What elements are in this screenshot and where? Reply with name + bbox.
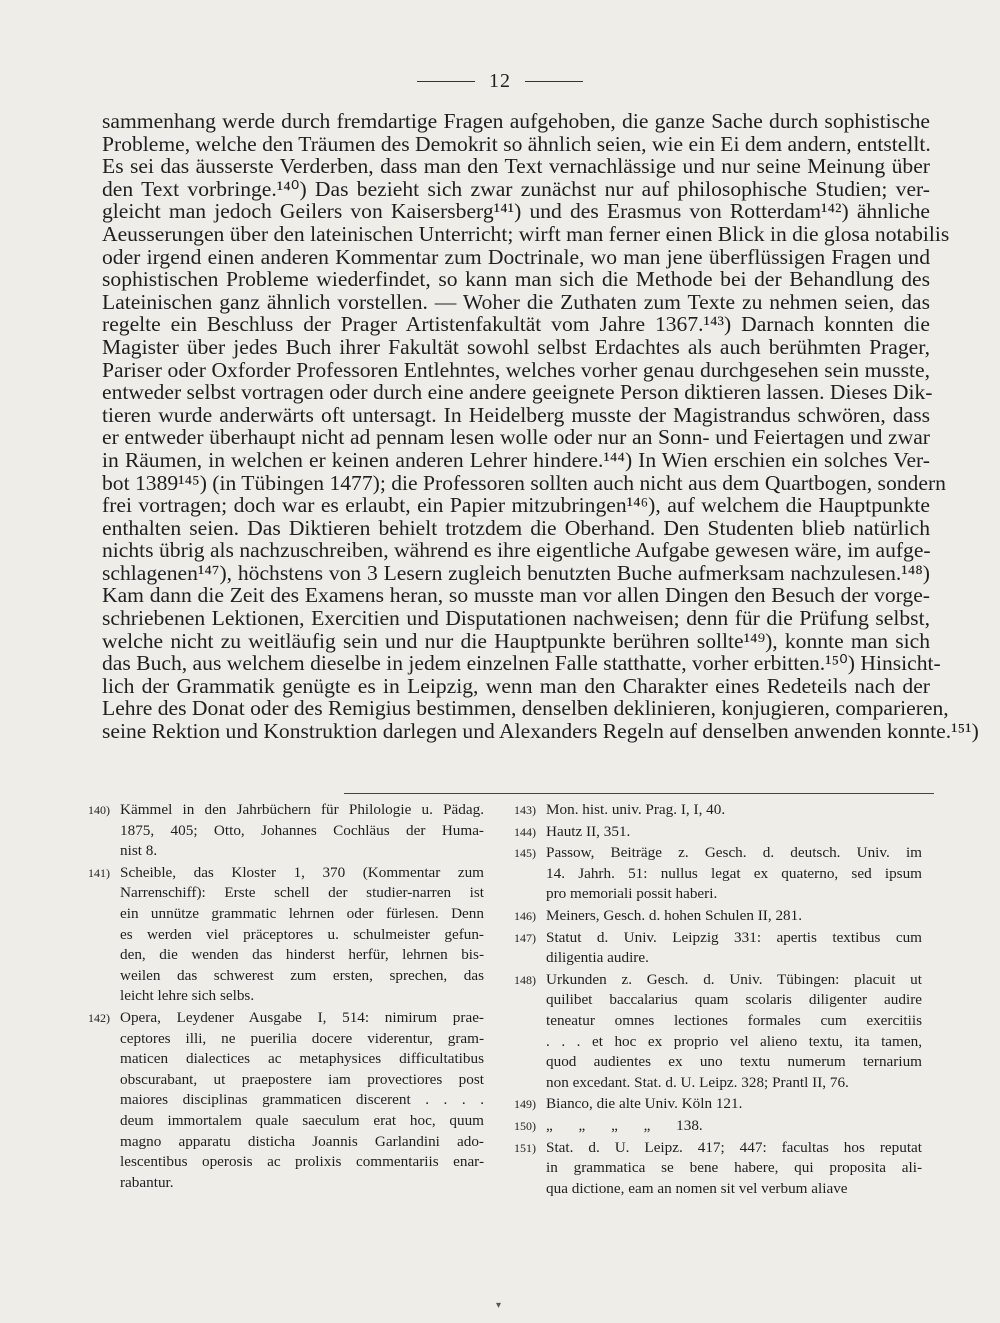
footnote (514, 1094, 922, 1115)
footnote-marker: 148) (514, 972, 536, 987)
footnote (514, 906, 922, 927)
footnote-marker: 150) (514, 1118, 536, 1133)
footnote-line: ein unnütze grammatic lehrnen oder fürlesen. Denn (120, 904, 484, 922)
body-line: Lehre des Donat oder des Remigius bestimmen, denselben deklinieren, konjugieren, comparieren, (102, 696, 949, 721)
footnote (88, 800, 484, 862)
footnote-text (546, 1138, 922, 1200)
footnote-line: Urkunden z. Gesch. d. Univ. Tübingen: placuit ut (546, 970, 922, 988)
body-line: regelte ein Beschluss der Prager Artistenfakultät vom Jahre 1367.¹⁴³) Darnach konnten die (102, 312, 930, 337)
footnote-text (120, 800, 484, 862)
body-line: oder irgend einen anderen Kommentar zum Doctrinale, wo man jene überflüssigen Fragen und (102, 244, 930, 269)
body-line: sophistischen Probleme wiederfindet, so kann man sich die Methode bei der Behandlung des (102, 267, 930, 292)
footnote-line: non excedant. Stat. d. U. Leipz. 328; Prantl II, 76. (546, 1073, 849, 1091)
footnote-line: es werden viel präceptores u. schulmeister gefun- (120, 925, 484, 943)
footnote-line: nist 8. (120, 842, 158, 860)
footnote-marker: 145) (514, 846, 536, 861)
body-line: Kam dann die Zeit des Examens heran, so musste man vor allen Dingen den Besuch der vorge- (102, 583, 930, 608)
footnote-line: Stat. d. U. Leipz. 417; 447: facultas hos reputat (546, 1138, 922, 1156)
footnote (88, 863, 484, 1007)
footnote-marker: 141) (88, 865, 110, 880)
footnote-line: rabantur. (120, 1173, 174, 1191)
footnote-line: weilen das schwerest zum ersten, sprechen, das (120, 966, 484, 984)
footnote-line: teneatur omnes lectiones formales cum exercitiis (546, 1011, 922, 1029)
footnote-line: leicht lehre sich selbs. (120, 987, 255, 1005)
body-line: Aeusserungen über den lateinischen Unterricht; wirft man ferner einen Blick in die glosa notabilis (102, 221, 950, 246)
footnote-line: ceptores illi, ne puerilia docere viderentur, gram- (120, 1029, 484, 1047)
footnote-text (546, 843, 922, 905)
footnote-line: Meiners, Gesch. d. hohen Schulen II, 281. (546, 906, 803, 924)
footnote (514, 928, 922, 969)
footnote-separator (344, 793, 934, 794)
footnote-line: Statut d. Univ. Leipzig 331: apertis textibus cum (546, 928, 922, 946)
body-line: welche nicht zu weitläufig sein und nur die Hauptpunkte berühren sollte¹⁴⁹), konnte man sich (102, 628, 930, 653)
footnote-marker: 143) (514, 803, 536, 817)
footnote-marker: 149) (514, 1097, 536, 1112)
footnote-line: „ „ „ „ 138. (546, 1116, 703, 1134)
footnote-line: Mon. hist. univ. Prag. I, I, 40. (546, 801, 726, 818)
footnote-text (546, 970, 922, 1094)
footnote-line: magno apparatu disticha Joannis Garlandini ado- (120, 1132, 484, 1150)
footnotes-right-column (514, 800, 922, 1200)
header-rule-right (525, 81, 583, 82)
footnote-line: deum immortalem quale saeculum erat hoc, quum (120, 1111, 484, 1129)
body-line: entweder selbst vortragen oder durch eine andere geeignete Person diktieren lassen. Dieses Dik- (102, 380, 933, 405)
body-line: schriebenen Lektionen, Exercitien und Disputationen nachweisen; denn für die Prüfung selbst, (102, 606, 930, 631)
footnote-line: pro memoriali possit haberi. (546, 885, 718, 903)
footnote-marker: 146) (514, 908, 536, 923)
footnote (514, 970, 922, 1094)
footnote (514, 843, 922, 905)
footnote-marker: 140) (88, 803, 110, 817)
body-line: Es sei das äusserste Verderben, dass man den Text vernachlässige und nur seine Meinung über (102, 154, 930, 179)
footnote-line: 1875, 405; Otto, Johannes Cochläus der Huma- (120, 821, 484, 839)
footnote-text (546, 1094, 922, 1115)
body-line: frei vortragen; doch war es erlaubt, ein Papier mitzubringen¹⁴⁶), auf welchem die Hauptpunkte (102, 493, 930, 518)
footnote-line: Kämmel in den Jahrbüchern für Philologie u. Pädag. (120, 801, 484, 818)
body-line: das Buch, aus welchem dieselbe in jedem einzelnen Falle statthatte, vorher erbitten.¹⁵⁰) Hinsicht- (102, 651, 941, 676)
footnote-line: Passow, Beiträge z. Gesch. d. deutsch. Univ. im (546, 844, 922, 862)
footnote-line: obscurabant, ut praepostere iam provectiores post (120, 1070, 484, 1088)
page-number: 12 (489, 70, 511, 92)
body-line: enthalten seien. Das Diktieren behielt trotzdem die Oberhand. Den Studenten blieb natürlich (102, 515, 930, 540)
footnote-text (546, 800, 922, 821)
body-line: Probleme, welche den Träumen des Demokrit so ähnlich seien, wie ein Ei dem andern, entstellt. (102, 131, 931, 156)
header-rule-left (417, 81, 475, 82)
footnote-text (120, 1008, 484, 1193)
footnote-text (546, 822, 922, 843)
footnote-line: . . . et hoc ex proprio vel alieno textu, ita tamen, (546, 1032, 922, 1050)
body-line: Pariser oder Oxforder Professoren Entlehntes, welches vorher genau durchgesehen sein musste, (102, 357, 930, 382)
footnote-line: qua dictione, eam an nomen sit vel verbum aliave (546, 1179, 848, 1197)
body-line: den Text vorbringe.¹⁴⁰) Das bezieht sich zwar zunächst nur auf philosophische Studien; ver- (102, 176, 930, 201)
body-line: nichts übrig als nachzuschreiben, während es ihre eigentliche Aufgabe gewesen wäre, im aufge- (102, 538, 931, 563)
footnote-line: Bianco, die alte Univ. Köln 121. (546, 1095, 743, 1113)
body-line: bot 1389¹⁴⁵) (in Tübingen 1477); die Professoren sollten auch nicht aus dem Quartbogen, sondern (102, 470, 946, 495)
footnote-marker: 151) (514, 1140, 536, 1155)
footnote-line: in grammatica se bene habere, qui proposita ali- (546, 1159, 922, 1177)
footnote-line: diligentia audire. (546, 949, 649, 967)
footnote-marker: 147) (514, 930, 536, 945)
body-line: lich der Grammatik genügte es in Leipzig, wenn man den Charakter eines Redeteils nach der (102, 673, 930, 698)
footnote-line: Hautz II, 351. (546, 822, 631, 840)
footnote-line: maiores disciplinas grammaticen discerent . . . . (120, 1091, 484, 1109)
footnote-text (546, 1116, 922, 1137)
footnote-line: 14. Jahrh. 51: nullus legat ex quaterno, sed ipsum (546, 864, 922, 882)
footnote-text (120, 863, 484, 1007)
footnote-text (546, 928, 922, 969)
footnote (88, 1008, 484, 1193)
footnote-line: maticen dialectices ac metaphysices difficultatibus (120, 1050, 484, 1068)
body-line: er entweder überhaupt nicht ad pennam lesen wolle oder nur an Sonn- und Feiertagen und zwar (102, 425, 930, 450)
body-line: Lateinischen ganz ähnlich vorstellen. — Woher die Zuthaten zum Texte zu nehmen seien, das (102, 289, 930, 314)
footnote-marker: 144) (514, 824, 536, 839)
footnote-line: quod audientes ex uno textu numerum ternarium (546, 1053, 922, 1071)
footnote-marker: 142) (88, 1010, 110, 1025)
body-line: Magister über jedes Buch ihrer Fakultät sowohl selbst Erdachtes als auch berühmten Prager, (102, 334, 930, 359)
body-line: seine Rektion und Konstruktion darlegen und Alexanders Regeln auf denselben anwenden konnte.¹⁵¹) (102, 719, 979, 744)
body-line: tieren wurde anderwärts oft untersagt. In Heidelberg musste der Magistrandus schwören, dass (102, 402, 930, 427)
footnote (514, 1138, 922, 1200)
body-line: schlagenen¹⁴⁷), höchstens von 3 Lesern zugleich benutzten Buche aufmerksam nachzulesen.¹⁴⁸) (102, 560, 930, 585)
footnote-line: quilibet baccalarius quam scolaris diligenter audire (546, 991, 922, 1009)
body-line: sammenhang werde durch fremdartige Fragen aufgehoben, die ganze Sache durch sophistische (102, 109, 930, 133)
footnotes-left-column (88, 800, 484, 1194)
footnote-line: lescentibus operosis ac prolixis commentariis enar- (120, 1153, 484, 1171)
scan-dot: ▾ (496, 1300, 502, 1311)
footnote (514, 1116, 922, 1137)
footnote-line: Opera, Leydener Ausgabe I, 514: nimirum prae- (120, 1008, 484, 1026)
body-text (102, 109, 979, 744)
footnote (514, 822, 922, 843)
footnote-line: Scheible, das Kloster 1, 370 (Kommentar zum (120, 863, 484, 881)
footnote-line: Narrenschiff): Erste schell der studier-narren ist (120, 884, 484, 902)
footnote-text (546, 906, 922, 927)
footnote-line: den, die wenden das hinderst herfür, lehrnen bis- (120, 946, 484, 964)
page-header (0, 70, 1000, 93)
body-line: gleicht man jedoch Geilers von Kaisersberg¹⁴¹) und des Erasmus von Rotterdam¹⁴²) ähnliche (102, 199, 930, 224)
body-line: in Räumen, in welchen er keinen anderen Lehrer hindere.¹⁴⁴) In Wien erschien ein solches Ver- (102, 447, 930, 472)
footnote (514, 800, 922, 821)
